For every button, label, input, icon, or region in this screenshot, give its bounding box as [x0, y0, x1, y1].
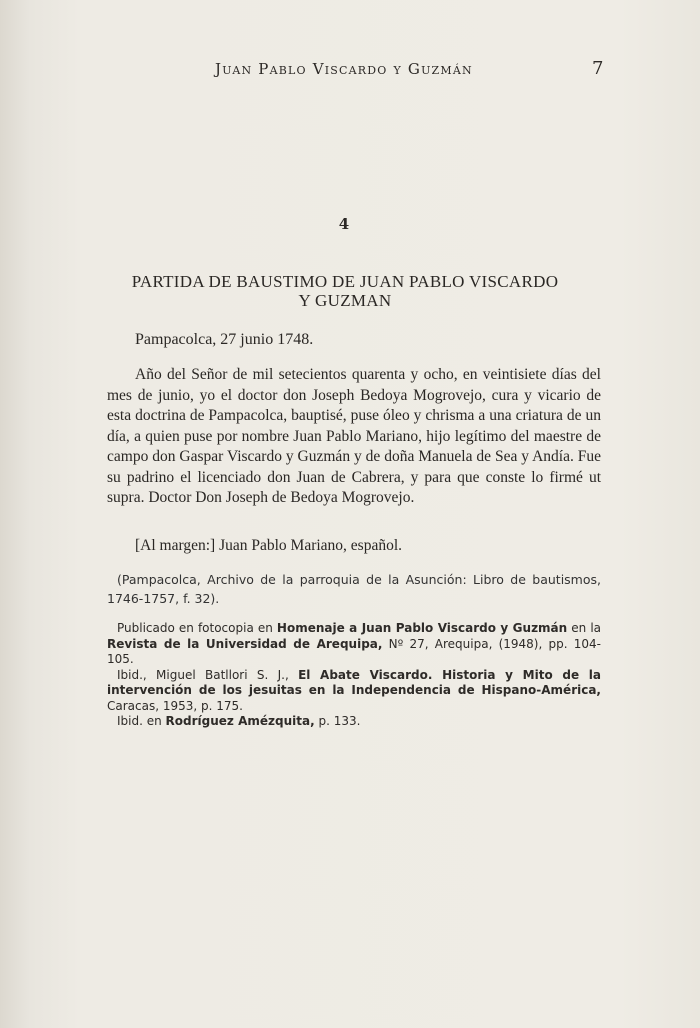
reference-2-title: El Abate Viscardo. Historia y Mito de la intervención de los jesuitas en la Independencia de Hispano-América, — [107, 667, 601, 697]
reference-1 — [107, 621, 601, 668]
reference-2-suffix: Caracas, 1953, p. 175. — [107, 698, 243, 713]
running-title: Juan Pablo Viscardo y Guzmán — [215, 60, 473, 78]
baptism-record-text: Año del Señor de mil setecientos quarenta y ocho, en veintisiete días del mes de junio, yo el doctor don Joseph Bedoya Mogrovejo, cura y vicario de esta doctrina de Pampacolca, bauptisé, puse óleo y chrisma a una criatura de un día, a quien puse por nombre Juan Pablo Mariano, hijo legítimo del maestre de campo don Gaspar Viscardo y Guzmán y de doña Manuela de Sea y Andía. Fue su padrino el licenciado don Juan de Cabrera, y para que conste lo firmé ut supra. Doctor Don Joseph de Bedoya Mogrovejo. — [107, 366, 601, 506]
running-header — [0, 60, 700, 84]
reference-3 — [107, 714, 601, 730]
place-date: Pampacolca, 27 junio 1748. — [135, 331, 314, 348]
document-number: 4 — [338, 215, 350, 233]
document-title-line-1: PARTIDA DE BAUSTIMO DE JUAN PABLO VISCARDO — [131, 272, 559, 291]
reference-3-suffix: p. 133. — [314, 714, 361, 728]
reference-1-title: Homenaje a Juan Pablo Viscardo y Guzmán — [276, 621, 568, 635]
document-title-line-2: Y GUZMAN — [298, 291, 392, 310]
reference-1-mid: en la — [567, 621, 602, 635]
margin-note: [Al margen:] Juan Pablo Mariano, español. — [135, 537, 403, 554]
document-title — [110, 272, 580, 310]
reference-3-author: Rodríguez Amézquita, — [165, 714, 315, 728]
archive-citation: (Pampacolca, Archivo de la parroquia de la Asunción: Libro de bautismos, 1746-1757, f. 32). — [107, 572, 601, 606]
reference-2 — [107, 668, 601, 715]
reference-3-prefix: Ibid. en — [117, 714, 166, 728]
reference-2-prefix: Ibid., Miguel Batllori S. J., — [117, 667, 299, 682]
reference-1-suffix: Nº 27, Arequipa, (1948), pp. 104-105. — [107, 636, 601, 666]
reference-1-prefix: Publicado en fotocopia en — [117, 621, 277, 635]
references-block — [107, 621, 601, 730]
reference-1-journal: Revista de la Universidad de Arequipa, — [107, 636, 383, 651]
page-number: 7 — [592, 58, 604, 79]
